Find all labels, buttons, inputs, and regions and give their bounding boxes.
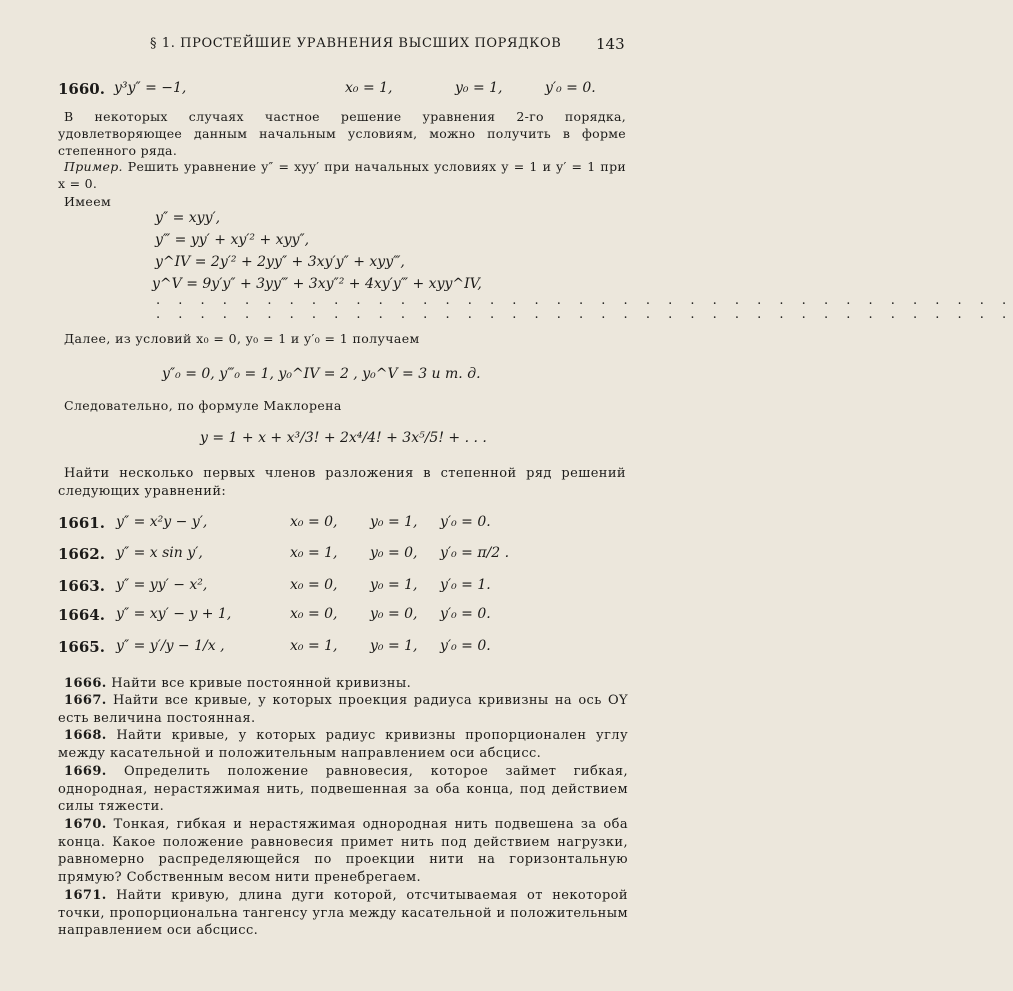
initial-condition: y′₀ = 0. bbox=[440, 514, 491, 530]
running-header: § 1. ПРОСТЕЙШИЕ УРАВНЕНИЯ ВЫСШИХ ПОРЯДКОВ bbox=[150, 36, 562, 51]
initial-condition: y₀ = 0, bbox=[370, 545, 418, 561]
problem-paragraph bbox=[58, 675, 628, 693]
problem-text: Найти все кривые, у которых проекция радиуса кривизны на ось OY есть величина постоянная. bbox=[58, 693, 628, 726]
initial-condition: x₀ = 0, bbox=[290, 606, 338, 622]
initial-condition: y′₀ = 0. bbox=[440, 606, 491, 622]
derivative-equation: y‴ = yy′ + xy′² + xyy″, bbox=[155, 232, 310, 248]
problem-number: 1665. bbox=[58, 638, 105, 656]
initial-condition: x₀ = 1, bbox=[345, 80, 393, 96]
problem-text: Найти кривую, длина дуги которой, отсчитываемая от некоторой точки, пропорциональна тангенсу угла между касательной и положительным направлением оси абсцисс. bbox=[58, 888, 628, 938]
task-intro: Найти несколько первых членов разложения в степенной ряд решений следующих уравнений: bbox=[58, 466, 626, 499]
problem-number: 1666. bbox=[64, 676, 107, 691]
problem-number: 1663. bbox=[58, 577, 105, 595]
page-number: 143 bbox=[596, 35, 625, 53]
initial-condition: y′₀ = π/2 . bbox=[440, 545, 510, 561]
equation: y³y″ = −1, bbox=[114, 80, 187, 96]
example-text: Решить уравнение y″ = xyy′ при начальных условиях y = 1 и y′ = 1 при x = 0. bbox=[58, 159, 626, 191]
initial-condition: y₀ = 1, bbox=[370, 638, 418, 654]
initial-condition: y₀ = 1, bbox=[455, 80, 503, 96]
derivative-equation: y″ = xyy′, bbox=[155, 210, 221, 226]
equation: y″ = yy′ − x², bbox=[116, 577, 208, 593]
further-text: Далее, из условий x₀ = 0, y₀ = 1 и y′₀ = 1 получаем bbox=[64, 331, 420, 346]
problem-number: 1670. bbox=[64, 817, 107, 832]
ellipsis-row: . . . . . . . . . . . . . . . . . . . . . . . . . . . . . . . . . . . . . . . bbox=[156, 307, 1013, 322]
initial-values: y″₀ = 0, y‴₀ = 1, y₀^IV = 2 , y₀^V = 3 и т. д. bbox=[162, 366, 481, 382]
problem-number: 1662. bbox=[58, 545, 105, 563]
equation: y″ = x²y − y′, bbox=[116, 514, 208, 530]
problem-number: 1660. bbox=[58, 80, 105, 98]
problem-text: Тонкая, гибкая и нерастяжимая однородная нить подвешена за оба конца. Какое положение равновесия примет нить под действием нагрузки, равномерно распределяющейся по проекции нити на горизонтальную прямую? Собственным весом нити пренебрегаем. bbox=[58, 817, 628, 885]
problem-paragraph bbox=[58, 763, 628, 816]
initial-condition: y′₀ = 1. bbox=[440, 577, 491, 593]
problem-number: 1661. bbox=[58, 514, 105, 532]
problem-paragraph bbox=[58, 727, 628, 762]
problem-paragraph bbox=[58, 816, 628, 886]
equation: y″ = y′/y − 1/x , bbox=[116, 638, 225, 654]
example-paragraph bbox=[58, 158, 626, 192]
problem-text: Определить положение равновесия, которое займет гибкая, однородная, нерастяжимая нить, подвешенная за оба конца, под действием силы тяжести. bbox=[58, 764, 628, 814]
initial-condition: x₀ = 0, bbox=[290, 577, 338, 593]
example-label: Пример. bbox=[64, 159, 123, 174]
problem-number: 1668. bbox=[64, 728, 107, 743]
problem-number: 1664. bbox=[58, 606, 105, 624]
initial-condition: x₀ = 0, bbox=[290, 514, 338, 530]
initial-condition: y₀ = 1, bbox=[370, 514, 418, 530]
problem-text: Найти все кривые постоянной кривизны. bbox=[111, 676, 412, 691]
initial-condition: x₀ = 1, bbox=[290, 638, 338, 654]
intro-paragraph: В некоторых случаях частное решение уравнения 2-го порядка, удовлетворяющее данным начальным условиям, можно получить в форме степенного ряда. bbox=[58, 109, 626, 158]
problem-number: 1667. bbox=[64, 693, 107, 708]
problem-number: 1671. bbox=[64, 888, 107, 903]
equation: y″ = xy′ − y + 1, bbox=[116, 606, 232, 622]
problem-text: Найти кривые, у которых радиус кривизны пропорционален углу между касательной и положительным направлением оси абсцисс. bbox=[58, 728, 628, 761]
maclaurin-series: y = 1 + x + x³/3! + 2x⁴/4! + 3x⁵/5! + . . . bbox=[200, 430, 487, 446]
problem-number: 1669. bbox=[64, 764, 107, 779]
derivative-equation: y^IV = 2y′² + 2yy″ + 3xy′y″ + xyy‴, bbox=[155, 254, 405, 270]
initial-condition: y₀ = 1, bbox=[370, 577, 418, 593]
consequently-text: Следовательно, по формуле Маклорена bbox=[64, 398, 342, 413]
ellipsis-row: . . . . . . . . . . . . . . . . . . . . . . . . . . . . . . . . . . . . . . . bbox=[156, 293, 1013, 308]
derivative-equation: y^V = 9y′y″ + 3yy‴ + 3xy″² + 4xy′y‴ + xyy^IV, bbox=[152, 276, 482, 292]
problem-paragraph bbox=[58, 692, 628, 727]
initial-condition: x₀ = 1, bbox=[290, 545, 338, 561]
initial-condition: y₀ = 0, bbox=[370, 606, 418, 622]
problem-paragraph bbox=[58, 887, 628, 940]
equation: y″ = x sin y′, bbox=[116, 545, 203, 561]
initial-condition: y′₀ = 0. bbox=[440, 638, 491, 654]
have-label: Имеем bbox=[64, 194, 112, 209]
initial-condition: y′₀ = 0. bbox=[545, 80, 596, 96]
